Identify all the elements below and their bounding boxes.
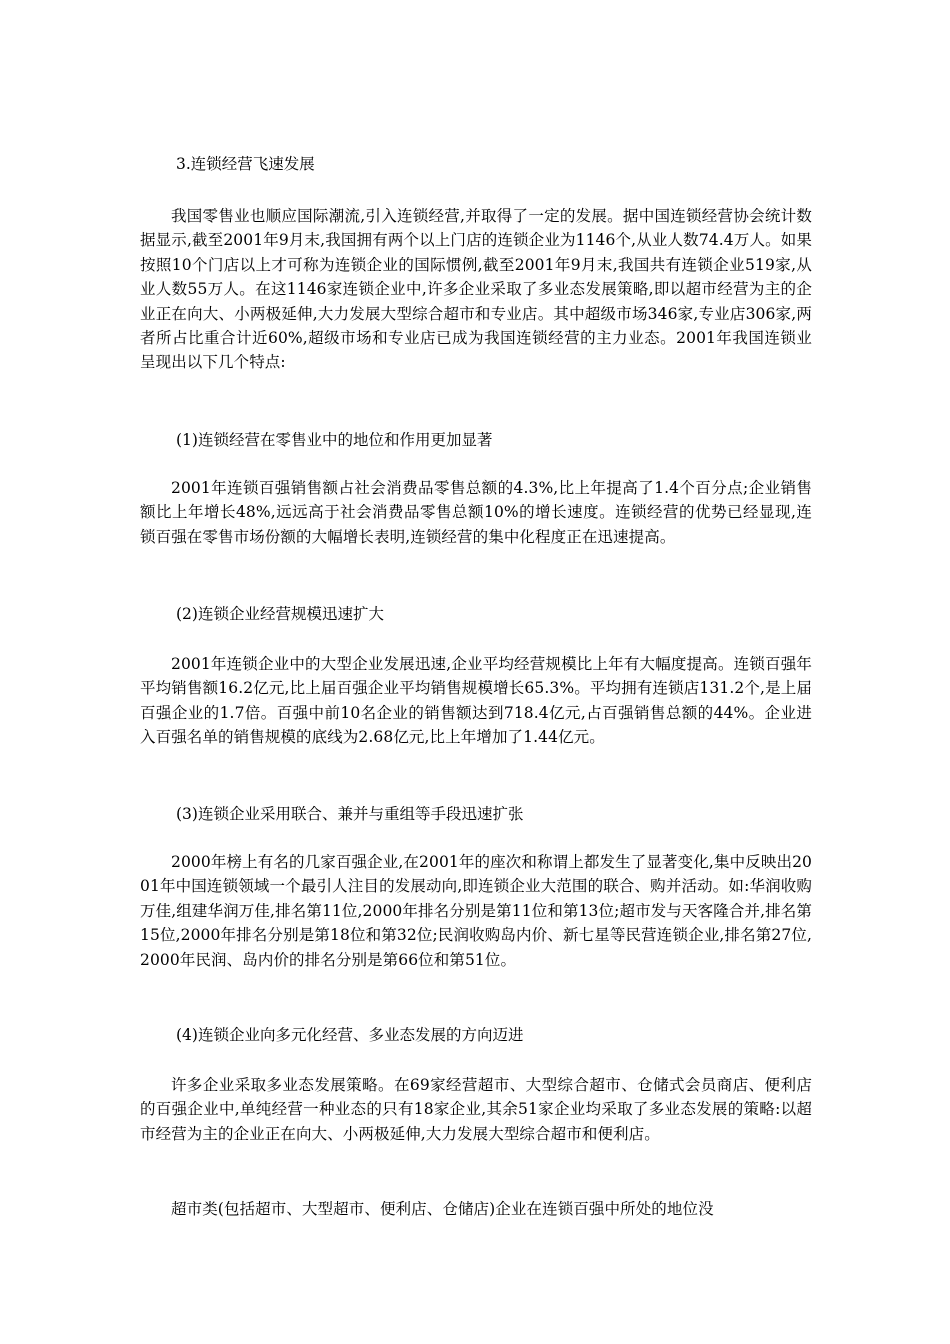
subsection-1-heading: (1)连锁经营在零售业中的地位和作用更加显著 <box>176 431 493 449</box>
subsection-4-body: 许多企业采取多业态发展策略。在69家经营超市、大型综合超市、仓储式会员商店、便利店的百强企业中,单纯经营一种业态的只有18家企业,其余51家企业均采取了多业态发展的策略:以超市经营为主的企业正在向大、小两极延伸,大力发展大型综合超市和便利店。 <box>140 1076 812 1143</box>
subsection-3-heading: (3)连锁企业采用联合、兼并与重组等手段迅速扩张 <box>176 805 524 823</box>
subsection-1-body: 2001年连锁百强销售额占社会消费品零售总额的4.3%,比上年提高了1.4个百分点;企业销售额比上年增长48%,远远高于社会消费品零售总额10%的增长速度。连锁经营的优势已经显现,连锁百强在零售市场份额的大幅增长表明,连锁经营的集中化程度正在迅速提高。 <box>140 479 812 546</box>
section-title: 3.连锁经营飞速发展 <box>176 155 315 173</box>
subsection-2-heading: (2)连锁企业经营规模迅速扩大 <box>176 605 384 623</box>
subsection-2-body: 2001年连锁企业中的大型企业发展迅速,企业平均经营规模比上年有大幅度提高。连锁百强年平均销售额16.2亿元,比上届百强企业平均销售规模增长65.3%。平均拥有连锁店131.2个,是上届百强企业的1.7倍。百强中前10名企业的销售额达到718.4亿元,占百强销售总额的44%。企业进入百强名单的销售规模的底线为2.68亿元,比上年增加了1.44亿元。 <box>140 655 812 747</box>
intro-paragraph: 我国零售业也顺应国际潮流,引入连锁经营,并取得了一定的发展。据中国连锁经营协会统计数据显示,截至2001年9月末,我国拥有两个以上门店的连锁企业为1146个,从业人数74.4万人。如果按照10个门店以上才可称为连锁企业的国际惯例,截至2001年9月末,我国共有连锁企业519家,从业人数55万人。在这1146家连锁企业中,许多企业采取了多业态发展策略,即以超市经营为主的企业正在向大、小两极延伸,大力发展大型综合超市和专业店。其中超级市场346家,专业店306家,两者所占比重合计近60%,超级市场和专业店已成为我国连锁经营的主力业态。2001年我国连锁业呈现出以下几个特点: <box>140 207 812 372</box>
subsection-4-heading: (4)连锁企业向多元化经营、多业态发展的方向迈进 <box>176 1026 524 1044</box>
subsection-3-body: 2000年榜上有名的几家百强企业,在2001年的座次和称谓上都发生了显著变化,集中反映出2001年中国连锁领域一个最引人注目的发展动向,即连锁企业大范围的联合、购并活动。如:华润收购万佳,组建华润万佳,排名第11位,2000年排名分别是第11位和第13位;超市发与天客隆合并,排名第15位,2000年排名分别是第18位和第32位;民润收购岛内价、新七星等民营连锁企业,排名第27位,2000年民润、岛内价的排名分别是第66位和第51位。 <box>140 853 812 969</box>
trailing-paragraph: 超市类(包括超市、大型超市、便利店、仓储店)企业在连锁百强中所处的地位没 <box>171 1200 714 1218</box>
